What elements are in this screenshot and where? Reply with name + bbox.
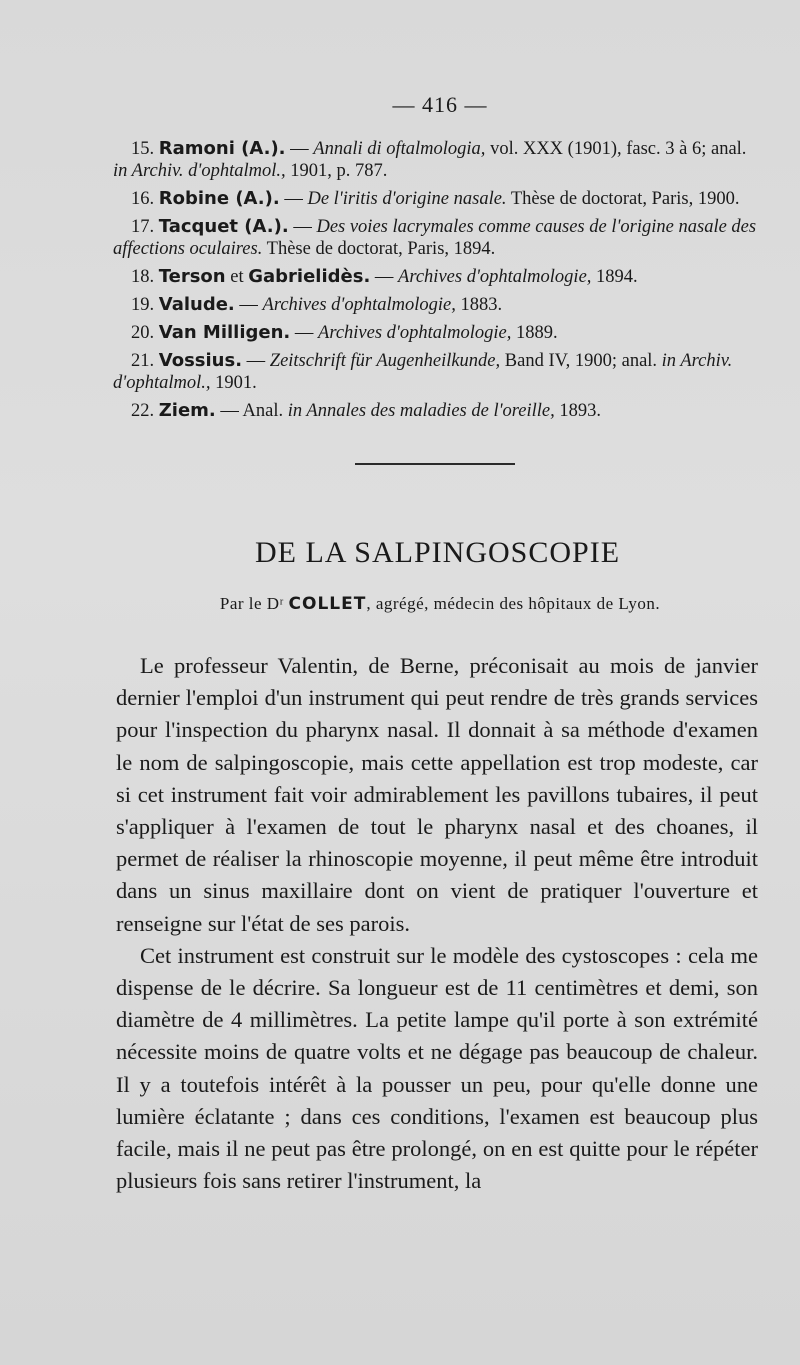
- bibliography-list: [113, 138, 763, 428]
- entry-number: 17.: [131, 217, 155, 237]
- entry-separator: —: [370, 267, 399, 287]
- paragraph: Cet instrument est construit sur le modèle des cystoscopes : cela me dispense de le décrire. Sa longueur est de 11 centimètres et demi, son diamètre de 4 millimètres. La petite lampe qu'il porte à son extrémité nécessite moins de quatre volts et ne dégage pas beaucoup de chaleur. Il y a toutefois intérêt à la pousser un peu, pour qu'elle donne une lumière éclatante ; dans ces conditions, l'examen est beaucoup plus facile, mais il ne peut pas être prolongé, on en est quitte pour le répéter plusieurs fois sans retirer l'instrument, la: [116, 942, 758, 1194]
- entry-work: De l'iritis d'origine nasale.: [307, 189, 507, 209]
- entry-author: Vossius.: [158, 350, 243, 371]
- entry-number: 19.: [131, 295, 155, 315]
- entry-number: 15.: [131, 139, 155, 159]
- entry-author: Van Milligen.: [158, 322, 291, 343]
- entry-details-secondary: 1901, p. 787.: [285, 161, 388, 181]
- entry-work: Archives d'ophtalmologie,: [318, 323, 512, 343]
- byline-author-name: COLLET: [288, 594, 367, 614]
- bibliography-entry: [113, 216, 763, 260]
- entry-author: Terson: [158, 266, 226, 287]
- entry-conjunction: et: [225, 267, 249, 287]
- entry-work: Archives d'ophtalmologie,: [262, 295, 456, 315]
- entry-work-secondary: in Archiv. d'ophtalmol.,: [113, 161, 286, 181]
- entry-number: 21.: [131, 351, 155, 371]
- entry-number: 20.: [131, 323, 155, 343]
- entry-details: Thèse de doctorat, Paris, 1894.: [262, 239, 496, 259]
- entry-details: Anal.: [242, 401, 288, 421]
- entry-details: vol. XXX (1901), fasc. 3 à 6; anal.: [485, 139, 747, 159]
- entry-author: Ziem.: [158, 400, 216, 421]
- entry-details-secondary: 1893.: [554, 401, 602, 421]
- entry-number: 22.: [131, 401, 155, 421]
- entry-work: Annali di oftalmologia,: [313, 139, 486, 159]
- entry-details: Band IV, 1900; anal.: [500, 351, 662, 371]
- entry-author: Ramoni (A.).: [158, 138, 286, 159]
- entry-author: Valude.: [158, 294, 235, 315]
- entry-author: Tacquet (A.).: [158, 216, 289, 237]
- entry-separator: —: [285, 139, 314, 159]
- entry-details: Thèse de doctorat, Paris, 1900.: [506, 189, 740, 209]
- paragraph: Le professeur Valentin, de Berne, préconisait au mois de janvier dernier l'emploi d'un instrument qui peut rendre de très grands services pour l'inspection du pharynx nasal. Il donnait à sa méthode d'examen le nom de salpingoscopie, mais cette appellation est trop modeste, car si cet instrument fait voir admirablement les pavillons tubaires, il peut s'appliquer à l'examen de tout le pharynx nasal et des choanes, il permet de réaliser la rhinoscopie moyenne, il peut même être introduit dans un sinus maxillaire dont on vient de pratiquer l'ouverture et renseigne sur l'état de ses parois.: [116, 653, 758, 936]
- entry-work: in Annales des maladies de l'oreille,: [287, 401, 555, 421]
- entry-separator: —: [234, 295, 263, 315]
- byline-prefix: Par le Dʳ: [219, 594, 289, 613]
- entry-author: Robine (A.).: [158, 188, 280, 209]
- bibliography-entry: [113, 400, 763, 422]
- byline-suffix: , agrégé, médecin des hôpitaux de Lyon.: [366, 594, 661, 613]
- entry-separator: —: [215, 401, 243, 421]
- bibliography-entry: [113, 188, 763, 210]
- section-divider: [355, 463, 515, 465]
- bibliography-entry: [113, 266, 763, 288]
- entry-separator: —: [288, 217, 317, 237]
- article-body: [116, 650, 758, 1197]
- entry-number: 18.: [131, 267, 155, 287]
- page-number: — 416 —: [392, 92, 488, 117]
- bibliography-entry: [113, 350, 763, 394]
- entry-work-secondary: in Archiv. d'ophtalmol.,: [113, 351, 733, 393]
- entry-details-secondary: 1901.: [210, 373, 257, 393]
- entry-work: Des voies lacrymales comme causes de l'origine nasale des affections oculaires.: [113, 217, 757, 259]
- entry-work: Archives d'ophtalmologie,: [398, 267, 592, 287]
- entry-details: 1889.: [511, 323, 558, 343]
- entry-separator: —: [290, 323, 319, 343]
- article-title: DE LA SALPINGOSCOPIE: [254, 536, 621, 569]
- bibliography-entry: [113, 322, 763, 344]
- article-byline: [0, 594, 800, 614]
- entry-author-secondary: Gabrielidès.: [248, 266, 371, 287]
- entry-separator: —: [242, 351, 270, 371]
- entry-details: 1883.: [455, 295, 503, 315]
- bibliography-entry: [113, 138, 763, 182]
- entry-separator: —: [279, 189, 308, 209]
- entry-work: Zeitschrift für Augenheilkunde,: [269, 351, 501, 371]
- entry-details: 1894.: [591, 267, 638, 287]
- bibliography-entry: [113, 294, 763, 316]
- entry-number: 16.: [131, 189, 155, 209]
